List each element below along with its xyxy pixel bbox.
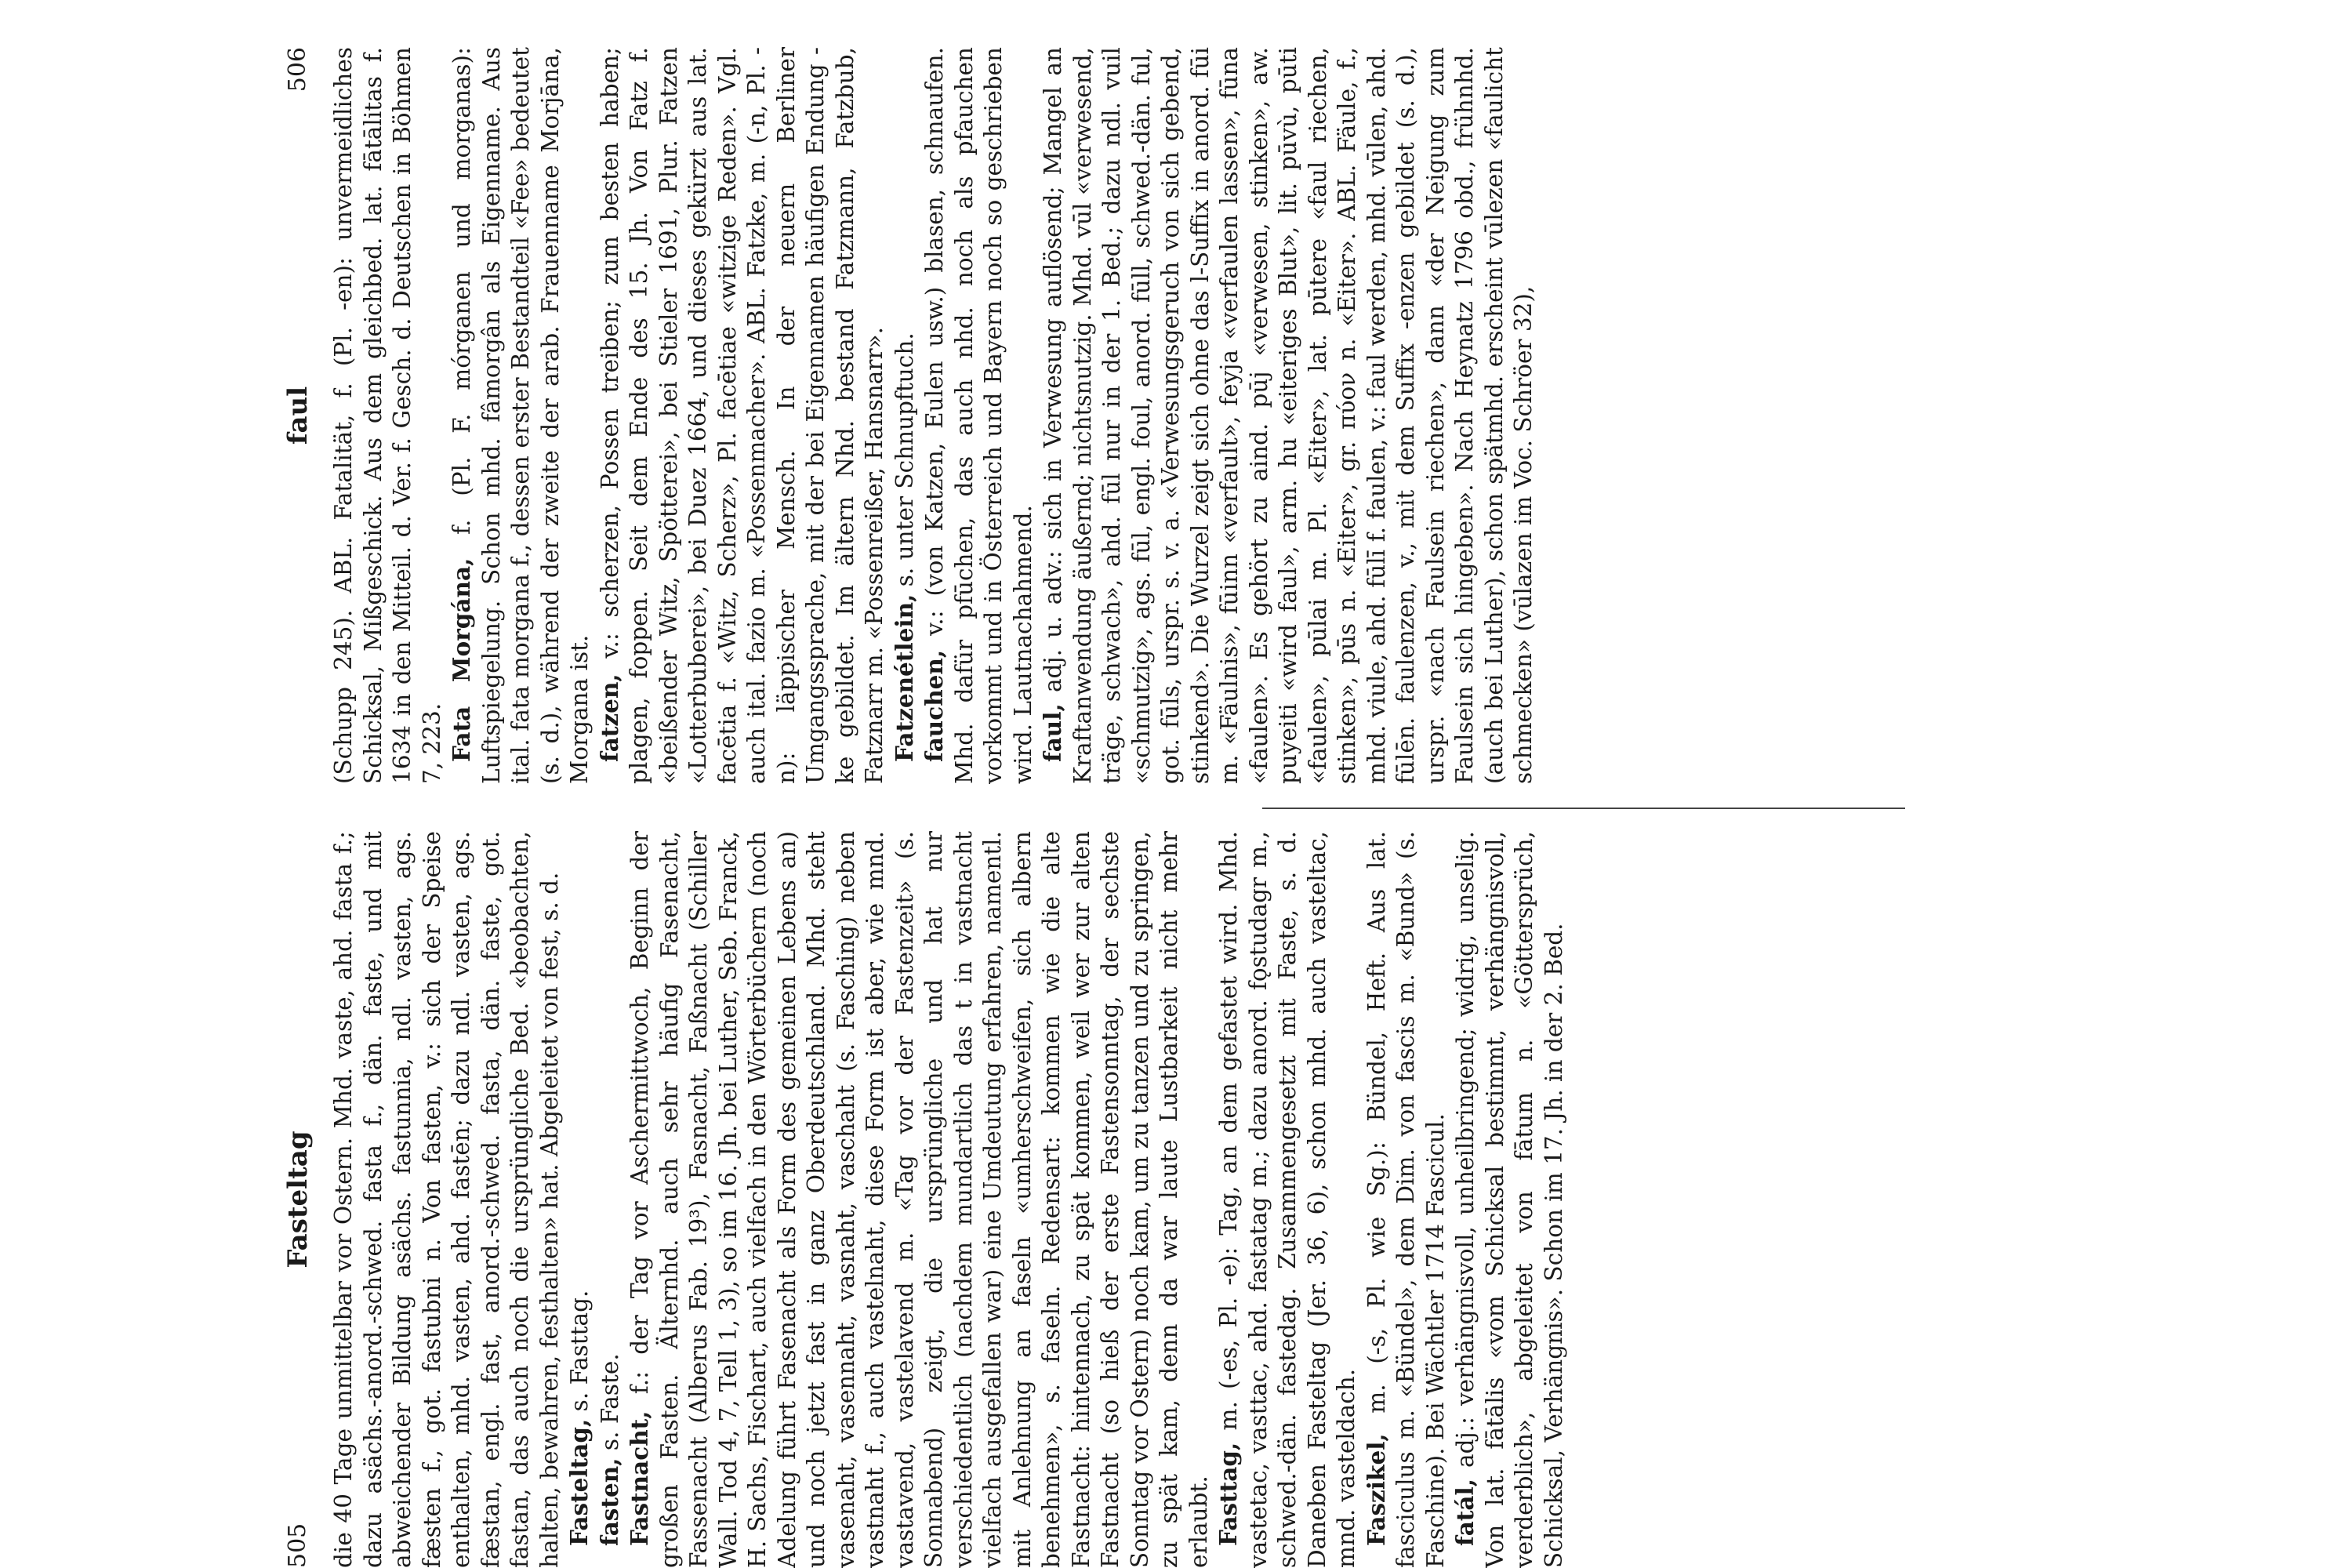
right-column-text: [329, 47, 2054, 784]
entry-faul: faul, adj. u. adv.: sich in Verwesung auflösend; Mangel an Kraftanwendung äußernd; nichtsnutzig. Mhd. vūl «verwesend, träge, schwach», ahd. fūl nur in der 1. Bed.; dazu ndl. vuil «schmutzig», ags. fūl, engl. foul, anord. fūll, schwed.-dän. ful, got. fūls, urspr. s. v. a. «Verwesungsgeruch von sich gebend, stinkend». Die Wurzel zeigt sich ohne das l-Suffix in anord. fūi m. «Fäulnis», fūinn «verfault», feyja «verfaulen lassen», fūna «faulen». Es gehört zu aind. pūj «verwesen, stinken», aw. puyeiti «wird faul», arm. hu «eiteriges Blut», lit. pūvù, pūti «faulen», pūlai m. Pl. «Eiter», lat. pūtere «faul riechen, stinken», pūs n. «Eiter», gr. πύον n. «Eiter». ABL. Fäule, f., mhd. viule, ahd. fūlī f. faulen, v.: faul werden, mhd. vūlen, ahd. fūlēn. faulenzen, v., mit dem Suffix -enzen gebildet (s. d.), urspr. «nach Faulsein riechen», dann «der Neigung zum Faulsein sich hingeben». Nach Heynatz 1796 obd., frühnhd. (auch bei Luther), schon spätmhd. erscheint vūlezen «faulicht schmecken» (vūlazen im Voc. Schröer 32),: [1039, 47, 1537, 784]
entry-fauchen: fauchen, v.: (von Katzen, Eulen usw.) blasen, schnaufen. Mhd. dafür pfūchen, das auch nhd. noch als pfauchen vorkommt und in Österreich und Bayern noch so geschrieben wird. Lautnachahmend.: [920, 47, 1036, 784]
right-page-header: [274, 47, 329, 784]
left-page: [274, 831, 2078, 1568]
left-page-number: 505: [284, 1523, 311, 1568]
entry-fatzen: fatzen, v.: scherzen, Possen treiben; zum besten haben; plagen, foppen. Seit dem Ende des 15. Jh. Von Fatz f. «beißender Witz, Spötterei», bei Stieler 1691, Plur. Fatzen «Lotterbuberei», bei Duez 1664, und dieses gekürzt aus lat. facētia f. «Witz, Scherz», Pl. facētiae «witzige Reden». Vgl. auch ital. fazio m. «Possenmacher». ABL. Fatzke, m. (-n, Pl. -n): läppischer Mensch. In der neuern Berliner Umgangssprache, mit der bei Eigennamen häufigen Endung -ke gebildet. Im ältern Nhd. bestand Fatzmann, Fatzbub, Fatznarr m. «Possenreißer, Hansnarr».: [595, 47, 887, 784]
rotated-spread: [274, 47, 2078, 1568]
left-column-text: [329, 831, 2054, 1568]
entry-fatzenetlein: Fatzenétlein, s. unter Schnupftuch.: [890, 332, 918, 762]
entry-fastnacht: Fastnacht, f.: der Tag vor Aschermittwoch, Beginn der großen Fasten. Älternhd. auch sehr häufig Fasenacht, Fassenacht (Alberus Fab. 19³), Fasnacht, Faßnacht (Schiller Wall. Tod 4, 7, Tell 1, 3), so im 16. Jh. bei Luther, Seb. Franck, H. Sachs, Fischart, auch vielfach in den Wörterbüchern (noch Adelung führt Fasenacht als Form des gemeinen Lebens an) und noch jetzt fast in ganz Oberdeutschland. Mhd. steht vasenaht, vasennaht, vasnaht, vaschaht (s. Fasching) neben vastnaht f., auch vastelnaht, diese Form ist aber, wie mnd. vastavend, vastelavend m. «Tag vor der Fastenzeit» (s. Sonnabend) zeigt, die ursprüngliche und hat nur verschiedentlich (nachdem mundartlich das t in vastnacht vielfach ausgefallen war) eine Umdeutung erfahren, namentl. mit Anlehnung an faseln «umherschweifen, sich albern benehmen», s. faseln. Redensart: kommen wie die alte Fastnacht: hintennach, zu spät kommen, weil wer zur alten Fastnacht (so hieß der erste Fastensonntag, der sechste Sonntag vor Ostern) noch kam, um zu tanzen und zu springen, zu spät kam, denn da war laute Lustbarkeit nicht mehr erlaubt.: [626, 831, 1212, 1568]
right-running-head: faul: [282, 386, 314, 445]
left-running-head: Fasteltag: [282, 1131, 314, 1269]
entry-fasten: fasten, s. Faste.: [595, 1353, 623, 1546]
entry-fata-morgana: Fata Morgána, f. (Pl. F. mórganen und morganas): Luftspiegelung. Schon mhd. fâmorgân als Eigenname. Aus ital. fata morgana f., dessen erster Bestandteil «Fee» bedeutet (s. d.), während der zweite der arab. Frauenname Morjāna, Morgana ist.: [448, 47, 593, 784]
column-divider-rule: [1262, 808, 1905, 809]
left-page-header: [274, 831, 329, 1568]
entry-fatal-cont: (Schupp 245). ABL. Fatalität, f. (Pl. -en): unvermeidliches Schicksal, Mißgeschick. Aus dem gleichbed. lat. fātālitas f. 1634 in den Mitteil. d. Ver. f. Gesch. d. Deutschen in Böhmen 7, 223.: [330, 47, 445, 784]
entry-faste-cont: die 40 Tage unmittelbar vor Ostern. Mhd. vaste, ahd. fasta f.; dazu asächs.-anord.-schwed. fasta f., dän. faste, und mit abweichender Bildung asächs. fastunnia, ndl. vasten, ags. fæsten f., got. fastubni n. Von fasten, v.: sich der Speise enthalten, mhd. vasten, ahd. fastēn; dazu ndl. vasten, ags. fæstan, engl. fast, anord.-schwed. fasta, dän. faste, got. fastan, das auch noch die ursprüngliche Bed. «beobachten, halten, bewahren, festhalten» hat. Abgeleitet von fest, s. d.: [330, 831, 563, 1568]
entry-fasteltag: Fasteltag, s. Fasttag.: [565, 1290, 593, 1546]
right-page: [274, 47, 2078, 784]
entry-faszikel: Faszikel, m. (-s, Pl. wie Sg.): Bündel, Heft. Aus lat. fasciculus m. «Bündel», dem Dim. von fascis m. «Bund» (s. Faschine). Bei Wächtler 1714 Fascicul.: [1362, 831, 1449, 1568]
right-page-number: 506: [284, 47, 311, 93]
entry-fatal: fatál, adj.: verhängnisvoll, unheilbringend; widrig, unselig. Von lat. fātālis «vom Schicksal bestimmt, verhängnisvoll, verderblich», abgeleitet von fātum n. «Göttersprüch, Schicksal, Verhängnis». Schon im 17. Jh. in der 2. Bed.: [1451, 831, 1567, 1568]
entry-fasttag: Fasttag, m. (-es, Pl. -e): Tag, an dem gefastet wird. Mhd. vastetac, vasttac, ahd. fastatag m.; dazu anord. fǫstudagr m., schwed.-dän. fastedag. Zusammengesetzt mit Faste, s. d. Daneben Fasteltag (Jer. 36, 6), schon mhd. auch vasteltac, mnd. vasteldach.: [1214, 831, 1359, 1568]
